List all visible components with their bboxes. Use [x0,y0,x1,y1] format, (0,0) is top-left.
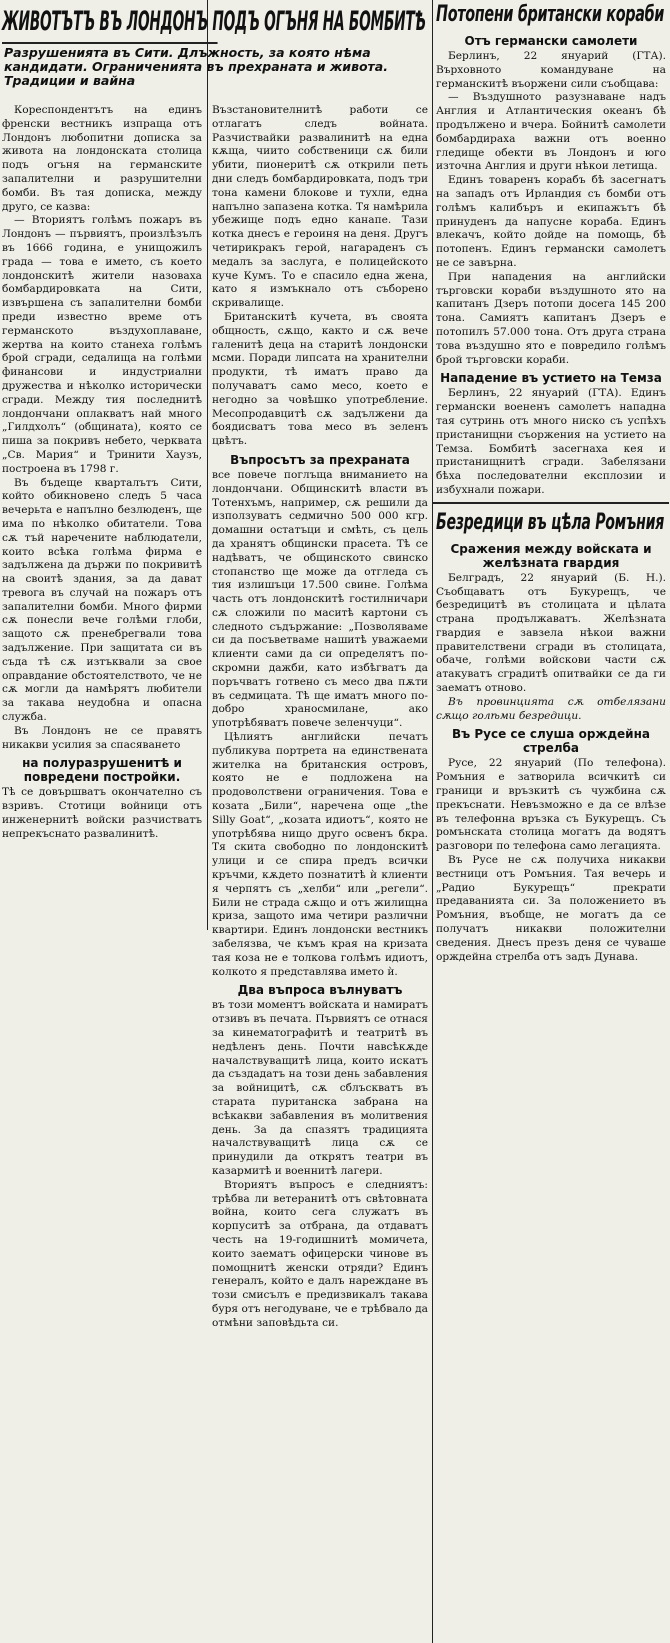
paragraph: — Въздушното разузнаване надъ Англия и Атлантическия океанъ бѣ продължено и вчера. Бойнитѣ самолети бомбардираха важни отъ военно гледище обекти въ Лондонъ и юго източна Англия и други нѣкои летища. [436,91,666,173]
paragraph: Берлинъ, 22 януарий (ГТА). Върховното командуване на германскитѣ въоржени сили съобщава: [436,50,666,90]
paragraph: Въ провинцията сѫ отбелязани сѫщо голѣми безредици. [436,695,666,722]
paragraph: Кореспондентътъ на единъ френски вестникъ изпраща отъ Лондонъ любопитни дописка за живота на лондонската столица подъ огъня на германските запалителни и разрушителни бомби. Въ тая дописка, между друго, се казва: [2,104,202,213]
paragraph: Въ Русе не сѫ получиха никакви вестници отъ Ромъния. Тая вечерь и „Радио Букурещъ“ прекрати предаванията си. За положението въ Ромъния, въобще, не могатъ да се получатъ никакви положителни сведения. Днесъ презъ деня се чуваше орждейна стрелба отъ задъ Дунава. [436,854,666,963]
section-heading: Нападение въ устието на Темза [440,371,662,386]
section-heading: Въ Русе се слуша орждейна стрелба [452,727,650,756]
paragraph: При нападения на английски търговски кораби въздушното ято на капитанъ Дзеръ потопи досега 145 200 тона. Самиятъ капитанъ Дзеръ е потопилъ 57.000 тона. Отъ друга страна това въздушно ято е повредило голѣмъ брой търговски кораби. [436,270,666,366]
article-subtitle: Сражения между войската и желѣзната гвардия [450,541,652,570]
article-british-ships [433,0,669,498]
paragraph: все повече поглъща вниманието на лондончани. Общинскитѣ власти въ Тотенхъмъ, например, сѫ решили да използуватъ седмично 500 000 кгр. домашни остатъци и смѣть, съ цель да хранятъ общински прасета. Тѣ се надѣватъ, че общинското свинско стопанство ще може да отгледа съ тия излишъци 17.500 свине. Голѣма часть отъ лондонскитѣ гостилничари сѫ сложили по маситѣ картони съ следното съдържание: „Позволяваме си да посъветваме нашитѣ уважаеми клиенти сами да си определятъ по-скромни дажби, като избѣгватъ да поръчватъ готвено съ месо два пѫти въ седмицата. Тѣ ще иматъ много по-добро храносмилане, ако употрѣбяватъ повече зеленчуци“. [212,468,428,730]
article-subtitle: Разрушенията въ Сити. Длъжность, за която нѣма кандидати. Ограниченията въ прехраната и живота. Традиции и вайна [4,45,388,88]
section-heading: на полуразрушенитѣ и повредени постройки. [22,756,182,785]
paragraph: Белградъ, 22 януарий (Б. Н.). Съобщаватъ отъ Букурещъ, че безредицитѣ въ столицата и цѣлата страна продължаватъ. Желѣзната гвардия е завзела нѣкои важни правителствени сгради въ столицата, обаче, голѣми войскови части сѫ атакуватъ сградитѣ опитвайки се да ги заематъ отново. [436,571,666,695]
column-middle [210,0,430,1643]
paragraph: Британскитѣ кучета, въ своята общность, сѫщо, както и сѫ вече галенитѣ деца на старитѣ лондонски мсми. Поради липсата на хранителни продукти, тѣ иматъ право да получаватъ само месо, което е негодно за човѣшко употребление. Месопродавцитѣ сѫ задължени да боядисватъ това месо въ зеленъ цвѣтъ. [212,310,428,448]
section-heading: Въпросътъ за прехраната [230,452,410,467]
paragraph: Възстановителнитѣ работи се отлагатъ следъ войната. Разчиствайки развалинитѣ на една кѫща, чиито собственици сѫ били убити, пионеритѣ сѫ открили петь дни следъ бомбардировката, подъ три тона камени блокове и тухли, една напълно запазена котка. Тя намѣрила убежище подъ едно канапе. Тази котка днесъ е героиня на деня. Другъ четирикракъ герой, нагараденъ съ медалъ за заслуга, е полицейското куче Кумъ. То е спасило една жена, като я измъкнало отъ съборено скривалище. [212,104,428,310]
article-romania [433,508,669,965]
article-headline: ЖИВОТЪТЪ ВЪ ЛОНДОНЪ ПОДЪ ОГЪНЯ НА БОМБИТѢ [2,2,218,44]
paragraph: Цѣлиятъ английски печатъ публикува портрета на единствената жителка на британския островъ, която не е подложена на продоволствени ограничения. Това е козата „Били“, наречена още „the Silly Goat“, „козата идиотъ“, която не употрѣбява нищо друго освенъ бкра. Тя скита свободно по лондонскитѣ улици и се спира предъ всички кръчми, кѫдето познатитѣ ѝ клиенти я черпятъ съ „хелби“ или „регели“. Били не страда сѫщо и отъ жилищна криза, защото има четири различни квартири. Единъ лондонски вестникъ забелязва, че къмъ края на кризата тая коза не е толкова голѣмъ идиотъ, колкото я представлява името ѝ. [212,731,428,978]
paragraph: Тѣ се довършватъ окончателно съ взривъ. Стотици войници отъ инженернитѣ войски разчистватъ непрекъснато развалинитѣ. [2,786,202,840]
paragraph: — Вториятъ голѣмъ пожаръ въ Лондонъ — първиятъ, произлѣзълъ въ 1666 година, е унищожилъ града — това е името, съ което лондонскитѣ жители назоваха бомбардировката на Сити, извършена съ запалителни бомби преди известно време отъ германското въздухоплаване, жертва на които станеха голѣмъ брой сгради, седалища на голѣми финансови и индустриални дружества и нѣколко исторически сгради. Между тия последнитѣ лондончани оплакватъ най много „Гилдхолъ“ (общината), която се пиша за покривъ небето, черквата „Св. Мария“ и Тринити Хаузъ, построена въ 1798 г. [2,214,202,475]
paragraph: Русе, 22 януарий (По телефона). Ромъния е затворила всичкитѣ си граници и връзкитѣ съ чужбина сѫ прекъснати. Невъзможно е да се влѣзе въ телефонна връзка съ Букурещъ. Съ ромънската столица могатъ да водятъ разговори по телефона само легацията. [436,757,666,853]
paragraph: Въ бъдеще кварталътъ Сити, който обикновено следъ 5 часа вечерьта е напълно безлюденъ, ще има по нѣколко обитатели. Това сѫ тъй наречените наблюдатели, които всѣка голѣма фирма е задължена да държи по покривитѣ на своитѣ здания, за да дават тревога въ случай на пожаръ отъ запалителни бомби. Много фирми сѫ понесли вече голѣми глоби, защото сѫ пренебрегвали това задължение. При защитата си въ съда тѣ сѫ изтъквали за свое оправдание обстоятелството, че не сѫ могли да намѣрятъ любители за такава неудобна и опасна служба. [2,476,202,724]
article-headline: Безредици въ цѣла Ромъния [436,509,664,535]
paragraph: Единъ товаренъ корабъ бѣ засегнатъ на западъ отъ Ирландия съ бомби отъ голѣмъ калибъръ и екипажътъ бѣ принуденъ да напусне кораба. Единъ влекачъ, който дойде на помощь, бѣ потопенъ. Единъ германски самолетъ не се завърна. [436,174,666,269]
column-right [432,0,669,1643]
column-left [2,0,208,930]
paragraph: Въ Лондонъ не се правятъ никакви усилия за спасяването [2,724,202,751]
article-subtitle: Отъ германски самолети [464,34,638,48]
section-heading: Два въпроса вълнуватъ [237,983,403,998]
paragraph: Вториятъ въпросъ е следниятъ: трѣбва ли ветеранитѣ отъ свѣтовната война, които сега служатъ въ корпуситѣ за отбрана, да отдаватъ честь на 19-годишнитѣ момичета, които заематъ офицерски чинове въ помощнитѣ женски отряди? Единъ генералъ, който е далъ нареждане въ този смисълъ е предизвикалъ такава буря отъ негодуване, че е трѣбвало да отмѣни заповѣдьта си. [212,1178,428,1329]
divider [433,502,669,504]
article-headline: Потопени британски кораби [436,2,665,27]
paragraph: Берлинъ, 22 януарий (ГТА). Единъ германски воененъ самолетъ нападна тая сутринь отъ много ниско съ успѣхъ пристанищни съоржения на устието на Темза. Бомбитѣ засегнаха кея и пристанищнитѣ сгради. Забелязани бѣха последователни експлозии и избухнали пожари. [436,387,666,496]
paragraph: въ този моментъ войската и намиратъ отзивъ въ печата. Първиятъ се отнася за кинематографитѣ и театритѣ въ недѣленъ день. Почти навсѣкѫде началствуващитѣ лица, които искатъ да създадатъ на този день забавления за войницитѣ, сѫ сблъскватъ въ старата пуританска забрана на всѣкакви забавления въ молитвения день. За да спазятъ традицията началствуващитѣ лица сѫ се принудили да открятъ театри въ казармитѣ и военнитѣ лагери. [212,999,428,1177]
